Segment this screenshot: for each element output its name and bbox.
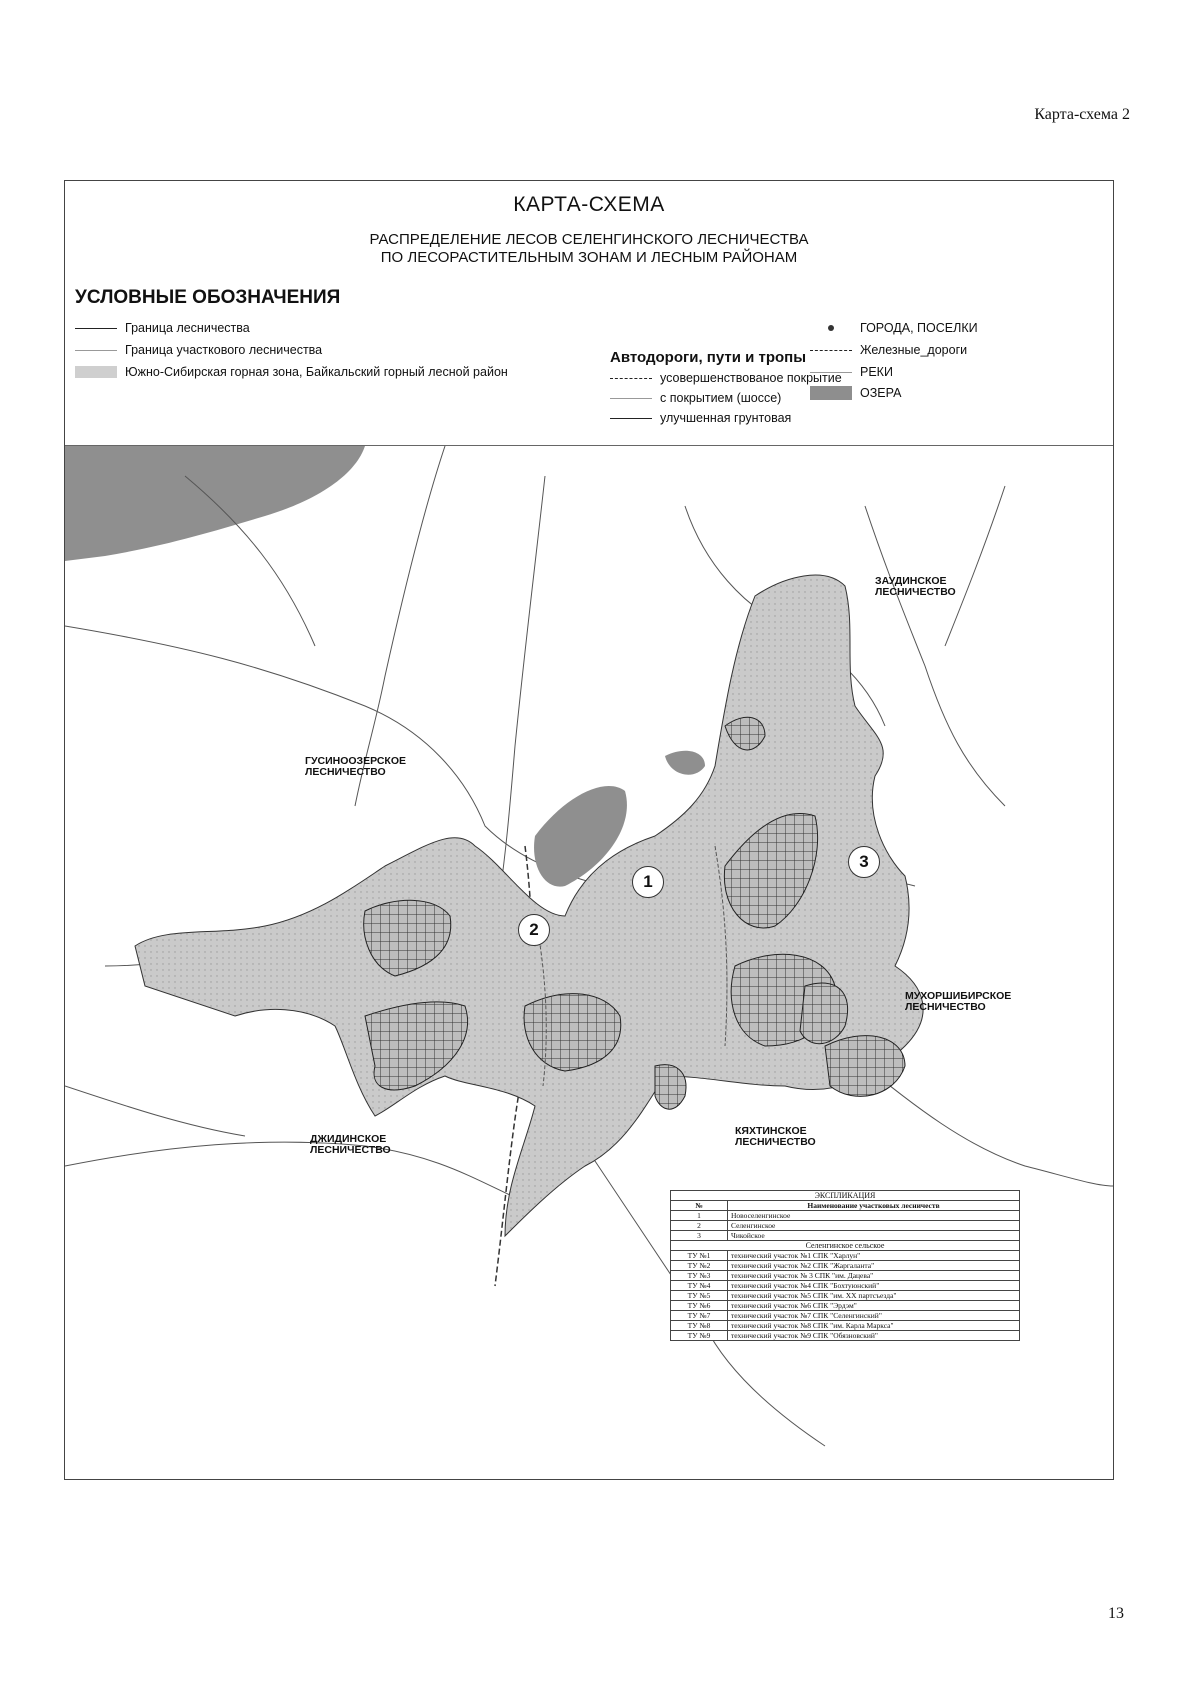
solid-line-symbol — [75, 328, 117, 329]
row-name: Селенгинское — [728, 1221, 1020, 1231]
row-name: технический участок №9 СПК "Обязновский" — [728, 1331, 1020, 1341]
row-name: Новоселенгинское — [728, 1211, 1020, 1221]
row-num: ТУ №9 — [671, 1331, 728, 1341]
road-improved-symbol — [610, 378, 652, 379]
row-name: технический участок №4 СПК "Бохтуюнский" — [728, 1281, 1020, 1291]
road-dirt-symbol — [610, 418, 652, 419]
row-name: технический участок №2 СПК "Жаргаланта" — [728, 1261, 1020, 1271]
label-gusinoozerskoe-line2: ЛЕСНИЧЕСТВО — [305, 766, 386, 778]
lake-small — [665, 751, 705, 775]
table-row — [671, 1211, 1020, 1221]
label-zaudinskoe — [875, 576, 956, 598]
explication-section: Селенгинское сельское — [671, 1241, 1020, 1251]
map-title: КАРТА-СХЕМА — [513, 193, 665, 216]
table-row — [671, 1221, 1020, 1231]
legend-lakes-label: ОЗЕРА — [860, 386, 902, 400]
table-row — [671, 1321, 1020, 1331]
row-name: Чикойское — [728, 1231, 1020, 1241]
table-row — [671, 1281, 1020, 1291]
legend-road-dirt-label: улучшенная грунтовая — [660, 411, 792, 425]
row-name: технический участок №5 СПК "им. XX партсъезда" — [728, 1291, 1020, 1301]
zone-number-3: 3 — [848, 846, 880, 878]
lake-baikal — [65, 446, 365, 561]
page-label: Карта-схема 2 — [1034, 106, 1130, 123]
label-gusinoozerskoe-line1: ГУСИНООЗЕРСКОЕ — [305, 755, 407, 767]
river-symbol — [810, 372, 852, 373]
map-subtitle — [65, 231, 1113, 267]
label-zaudinskoe-line2: ЛЕСНИЧЕСТВО — [875, 586, 956, 598]
row-num: ТУ №6 — [671, 1301, 728, 1311]
label-kyakhtinskoe — [735, 1126, 816, 1148]
label-dzhidinskoe-line1: ДЖИДИНСКОЕ — [310, 1133, 387, 1145]
label-mukhorshibirskoe — [905, 991, 1011, 1013]
label-kyakhtinskoe-line2: ЛЕСНИЧЕСТВО — [735, 1136, 816, 1148]
row-name: технический участок №7 СПК "Селенгинский" — [728, 1311, 1020, 1321]
legend-road-improved — [610, 371, 842, 385]
row-num: ТУ №3 — [671, 1271, 728, 1281]
railway-symbol — [810, 350, 852, 351]
table-row — [671, 1291, 1020, 1301]
label-kyakhtinskoe-line1: КЯХТИНСКОЕ — [735, 1125, 807, 1137]
row-num: ТУ №7 — [671, 1311, 728, 1321]
subtitle-line-2: ПО ЛЕСОРАСТИТЕЛЬНЫМ ЗОНАМ И ЛЕСНЫМ РАЙОНАМ — [380, 249, 798, 266]
explication-header-name: Наименование участковых лесничеств — [728, 1201, 1020, 1211]
zone-fill-symbol — [75, 366, 117, 378]
legend-road-dirt — [610, 411, 791, 425]
legend-forestry-border-label: Граница лесничества — [125, 321, 250, 335]
row-num: ТУ №4 — [671, 1281, 728, 1291]
explication-caption: ЭКСПЛИКАЦИЯ — [671, 1191, 1020, 1201]
legend-lakes — [810, 386, 901, 400]
row-name: технический участок № 3 СПК "им. Дацева" — [728, 1271, 1020, 1281]
row-num: ТУ №5 — [671, 1291, 728, 1301]
legend-zone — [75, 365, 508, 379]
row-num: ТУ №1 — [671, 1251, 728, 1261]
label-gusinoozerskoe — [305, 756, 406, 778]
road-paved-symbol — [610, 398, 652, 399]
label-zaudinskoe-line1: ЗАУДИНСКОЕ — [875, 575, 947, 587]
legend-rivers-label: РЕКИ — [860, 365, 893, 379]
table-row — [671, 1231, 1020, 1241]
table-row — [671, 1301, 1020, 1311]
explication-header-num: № — [671, 1201, 728, 1211]
explication-table — [670, 1190, 1020, 1341]
page-number: 13 — [1108, 1605, 1124, 1622]
label-dzhidinskoe — [310, 1134, 391, 1156]
label-mukhorshibirskoe-line1: МУХОРШИБИРСКОЕ — [905, 990, 1012, 1002]
lake-fill-symbol — [810, 386, 852, 400]
legend-road-paved — [610, 391, 781, 405]
town-dot-symbol — [828, 325, 834, 331]
row-num: 3 — [671, 1231, 728, 1241]
table-row — [671, 1311, 1020, 1321]
legend-district-border-label: Граница участкового лесничества — [125, 343, 323, 357]
label-mukhorshibirskoe-line2: ЛЕСНИЧЕСТВО — [905, 1001, 986, 1013]
legend-railways — [810, 343, 967, 357]
roads-heading: Автодороги, пути и тропы — [610, 349, 807, 366]
table-row — [671, 1271, 1020, 1281]
table-row — [671, 1251, 1020, 1261]
row-name: технический участок №1 СПК "Харлун" — [728, 1251, 1020, 1261]
row-num: ТУ №8 — [671, 1321, 728, 1331]
table-row — [671, 1261, 1020, 1271]
row-name: технический участок №6 СПК "Эрдэм" — [728, 1301, 1020, 1311]
legend-block — [65, 181, 1113, 446]
zone-number-1: 1 — [632, 866, 664, 898]
legend-zone-label: Южно-Сибирская горная зона, Байкальский горный лесной район — [125, 365, 508, 379]
legend-road-improved-label: усовершенствованое покрытие — [660, 371, 842, 385]
row-name: технический участок №8 СПК "им. Карла Маркса" — [728, 1321, 1020, 1331]
zone-number-2: 2 — [518, 914, 550, 946]
legend-heading: УСЛОВНЫЕ ОБОЗНАЧЕНИЯ — [75, 287, 341, 308]
label-dzhidinskoe-line2: ЛЕСНИЧЕСТВО — [310, 1144, 391, 1156]
legend-rivers — [810, 365, 893, 379]
thin-line-symbol — [75, 350, 117, 351]
row-num: 1 — [671, 1211, 728, 1221]
legend-district-border — [75, 343, 322, 357]
legend-railways-label: Железные_дороги — [860, 343, 968, 357]
table-row — [671, 1331, 1020, 1341]
legend-towns-label: ГОРОДА, ПОСЕЛКИ — [860, 321, 978, 335]
row-num: ТУ №2 — [671, 1261, 728, 1271]
legend-road-paved-label: с покрытием (шоссе) — [660, 391, 782, 405]
legend-forestry-border — [75, 321, 250, 335]
subtitle-line-1: РАСПРЕДЕЛЕНИЕ ЛЕСОВ СЕЛЕНГИНСКОГО ЛЕСНИЧЕСТВА — [369, 231, 809, 248]
row-num: 2 — [671, 1221, 728, 1231]
legend-towns — [810, 321, 978, 335]
